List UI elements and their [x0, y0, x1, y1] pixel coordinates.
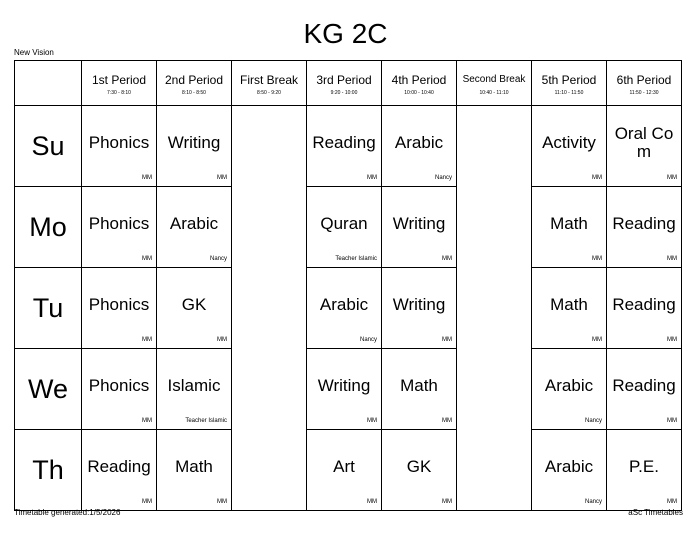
lesson-subject: Writing — [317, 376, 371, 395]
lesson-cell — [532, 430, 607, 511]
day-label: Th — [15, 430, 82, 511]
lesson-cell — [532, 268, 607, 349]
lesson-subject: GK — [406, 457, 432, 476]
lesson-teacher: Nancy — [359, 337, 377, 343]
lesson-cell — [82, 268, 157, 349]
lesson-teacher: MM — [667, 256, 677, 262]
period-time: 11:10 - 11:50 — [554, 90, 584, 96]
lesson-teacher: Teacher Islamic — [185, 418, 227, 424]
lesson-teacher: MM — [142, 337, 152, 343]
period-time: 11:50 - 12:30 — [629, 90, 659, 96]
lesson-subject: Activity — [542, 133, 596, 152]
lesson-subject: Reading — [612, 214, 676, 233]
period-header — [307, 61, 382, 106]
period-time: 10:40 - 11:10 — [479, 90, 509, 96]
day-label: We — [15, 349, 82, 430]
lesson-cell — [382, 187, 457, 268]
lesson-subject: Math — [400, 376, 438, 395]
day-row — [15, 268, 682, 349]
lesson-cell — [382, 430, 457, 511]
lesson-cell — [382, 349, 457, 430]
first-break-column — [232, 106, 307, 511]
lesson-teacher: Teacher Islamic — [335, 256, 377, 262]
lesson-teacher: MM — [142, 175, 152, 181]
lesson-cell — [532, 349, 607, 430]
lesson-teacher: Nancy — [584, 418, 602, 424]
lesson-subject: Oral Com — [614, 124, 674, 161]
lesson-teacher: MM — [592, 256, 602, 262]
lesson-cell — [82, 187, 157, 268]
lesson-teacher: Nancy — [209, 256, 227, 262]
lesson-cell — [532, 106, 607, 187]
lesson-teacher: MM — [367, 175, 377, 181]
break-header — [457, 61, 532, 106]
lesson-subject: P.E. — [629, 457, 659, 476]
lesson-cell — [82, 106, 157, 187]
lesson-teacher: Nancy — [584, 499, 602, 505]
lesson-teacher: MM — [592, 337, 602, 343]
lesson-cell — [307, 268, 382, 349]
lesson-subject: Arabic — [544, 376, 594, 395]
lesson-subject: Math — [175, 457, 213, 476]
app-credit: aSc Timetables — [628, 508, 683, 517]
period-header — [607, 61, 682, 106]
lesson-subject: GK — [181, 295, 207, 314]
lesson-subject: Arabic — [544, 457, 594, 476]
lesson-subject: Arabic — [394, 133, 444, 152]
lesson-cell — [307, 106, 382, 187]
lesson-subject: Reading — [612, 376, 676, 395]
lesson-teacher: MM — [442, 418, 452, 424]
lesson-teacher: MM — [142, 256, 152, 262]
lesson-teacher: MM — [217, 337, 227, 343]
lesson-teacher: MM — [667, 418, 677, 424]
lesson-cell — [157, 187, 232, 268]
lesson-cell — [82, 349, 157, 430]
lesson-cell — [157, 430, 232, 511]
period-label: 6th Period — [616, 73, 672, 87]
lesson-cell — [307, 430, 382, 511]
period-label: 5th Period — [541, 73, 597, 87]
period-label: 3rd Period — [316, 73, 372, 87]
lesson-teacher: MM — [592, 175, 602, 181]
lesson-teacher: MM — [667, 499, 677, 505]
lesson-subject: Reading — [612, 295, 676, 314]
lesson-subject: Phonics — [88, 214, 150, 233]
break-header — [232, 61, 307, 106]
lesson-cell — [157, 268, 232, 349]
lesson-teacher: MM — [367, 418, 377, 424]
day-row — [15, 349, 682, 430]
timetable-grid — [14, 60, 682, 511]
period-label: 1st Period — [91, 73, 147, 87]
lesson-cell — [607, 349, 682, 430]
period-time: 7:30 - 8:10 — [107, 90, 131, 96]
lesson-cell — [307, 187, 382, 268]
lesson-subject: Math — [550, 214, 588, 233]
second-break-column — [457, 106, 532, 511]
lesson-subject: Phonics — [88, 376, 150, 395]
lesson-cell — [607, 268, 682, 349]
period-time: 8:50 - 9:20 — [257, 90, 281, 96]
lesson-teacher: MM — [142, 499, 152, 505]
day-row — [15, 106, 682, 187]
day-label: Mo — [15, 187, 82, 268]
lesson-teacher: MM — [442, 499, 452, 505]
lesson-subject: Art — [333, 457, 355, 476]
period-time: 9:20 - 10:00 — [330, 90, 358, 96]
lesson-subject: Phonics — [88, 133, 150, 152]
lesson-cell — [607, 106, 682, 187]
lesson-teacher: MM — [667, 175, 677, 181]
lesson-subject: Math — [550, 295, 588, 314]
timetable-title: KG 2C — [303, 18, 388, 49]
day-label: Tu — [15, 268, 82, 349]
lesson-cell — [307, 349, 382, 430]
lesson-teacher: MM — [217, 175, 227, 181]
day-row — [15, 187, 682, 268]
corner-cell — [15, 61, 82, 106]
lesson-subject: Writing — [392, 295, 446, 314]
lesson-teacher: Nancy — [434, 175, 452, 181]
lesson-teacher: MM — [142, 418, 152, 424]
lesson-subject: Phonics — [88, 295, 150, 314]
header-row — [15, 61, 682, 106]
lesson-cell — [382, 106, 457, 187]
lesson-cell — [532, 187, 607, 268]
day-label: Su — [15, 106, 82, 187]
lesson-subject: Quran — [320, 214, 368, 233]
lesson-cell — [157, 349, 232, 430]
lesson-teacher: MM — [442, 256, 452, 262]
period-label: Second Break — [462, 74, 526, 85]
period-label: First Break — [239, 73, 298, 87]
period-time: 10:00 - 10:40 — [404, 90, 434, 96]
lesson-subject: Writing — [167, 133, 221, 152]
period-time: 8:10 - 8:50 — [182, 90, 206, 96]
day-row — [15, 430, 682, 511]
lesson-teacher: MM — [667, 337, 677, 343]
period-header — [157, 61, 232, 106]
period-header — [532, 61, 607, 106]
lesson-cell — [82, 430, 157, 511]
lesson-teacher: MM — [217, 499, 227, 505]
lesson-cell — [607, 187, 682, 268]
lesson-subject: Reading — [87, 457, 151, 476]
lesson-subject: Arabic — [319, 295, 369, 314]
lesson-subject: Islamic — [167, 376, 221, 395]
generated-date: Timetable generated:1/5/2026 — [14, 508, 121, 517]
lesson-teacher: MM — [367, 499, 377, 505]
period-header — [82, 61, 157, 106]
lesson-cell — [382, 268, 457, 349]
lesson-cell — [607, 430, 682, 511]
lesson-subject: Reading — [312, 133, 376, 152]
period-label: 4th Period — [391, 73, 447, 87]
lesson-subject: Writing — [392, 214, 446, 233]
lesson-teacher: MM — [442, 337, 452, 343]
period-label: 2nd Period — [164, 73, 224, 87]
period-header — [382, 61, 457, 106]
school-name: New Vision — [14, 48, 54, 57]
lesson-subject: Arabic — [169, 214, 219, 233]
lesson-cell — [157, 106, 232, 187]
